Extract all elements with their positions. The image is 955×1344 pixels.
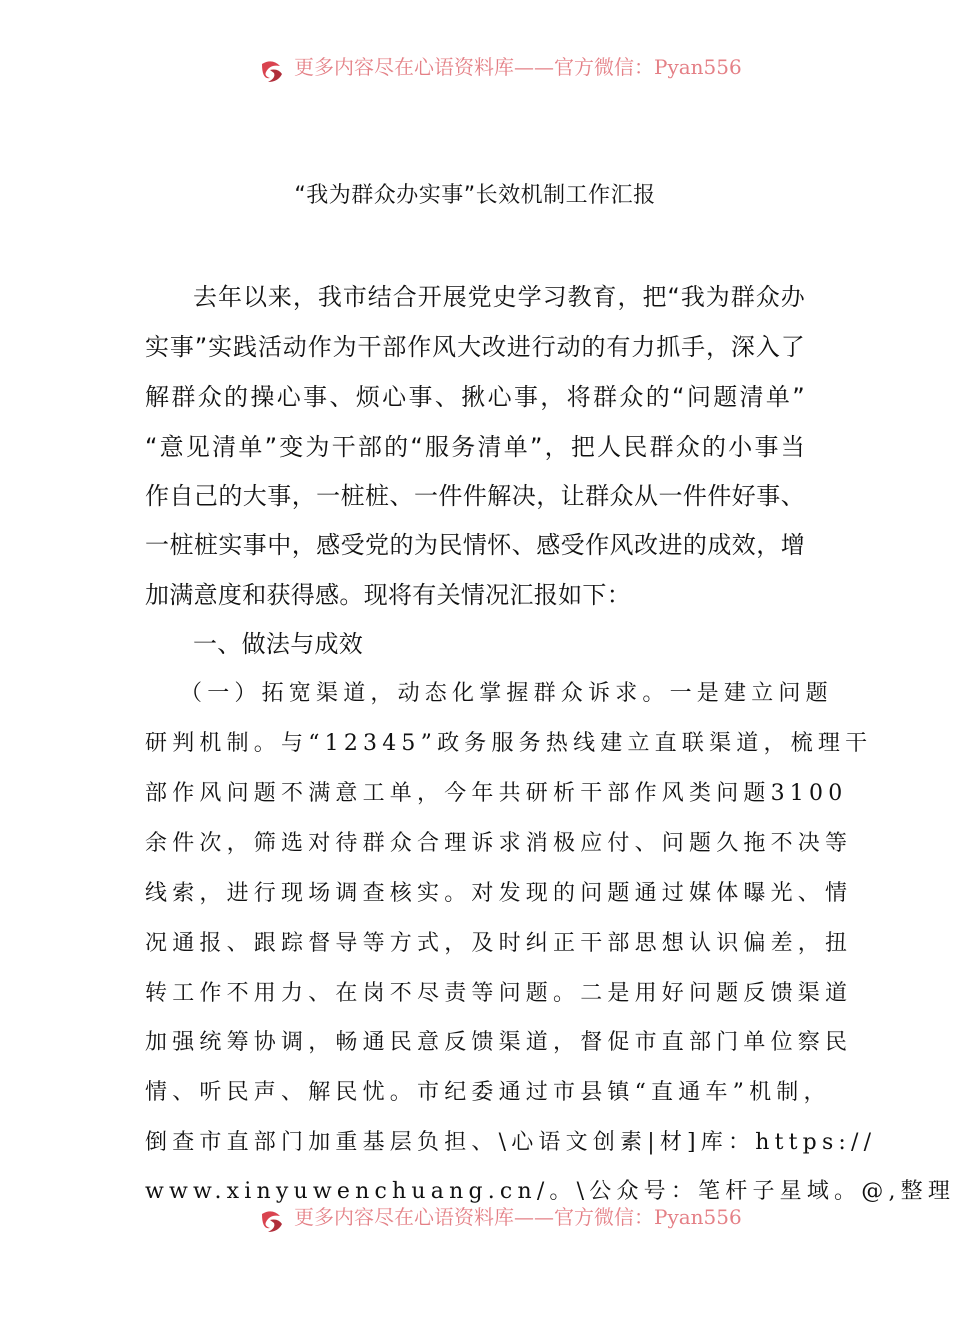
paragraph-line: 一桩桩实事中，感受党的为民情怀、感受作风改进的成效，增 — [145, 531, 805, 559]
paragraph-line: 加满意度和获得感。现将有关情况汇报如下： — [145, 581, 631, 609]
watermark-logo-icon — [258, 1208, 286, 1234]
document-title: “我为群众办实事”长效机制工作汇报 — [294, 183, 656, 208]
paragraph-line: 研判机制。与“12345”政务服务热线建立直联渠道，梳理干 — [145, 731, 873, 756]
paragraph-line: 倒查市直部门加重基层负担、\心语文创素|材]库：https:// — [145, 1130, 877, 1155]
paragraph-line: 转工作不用力、在岗不尽责等问题。二是用好问题反馈渠道 — [145, 981, 853, 1006]
watermark-footer — [258, 1204, 818, 1234]
watermark-header — [258, 54, 818, 84]
watermark-logo-icon — [258, 58, 286, 84]
watermark-text: 更多内容尽在心语资料库——官方微信：Pyan556 — [294, 54, 742, 79]
paragraph-line: “意见清单”变为干部的“服务清单”，把人民群众的小事当 — [145, 433, 805, 461]
paragraph-line: 去年以来，我市结合开展党史学习教育，把“我为群众办 — [193, 283, 805, 311]
paragraph-line: 情、听民声、解民忧。市纪委通过市县镇“直通车”机制， — [145, 1080, 831, 1105]
section-heading: 一、做法与成效 — [193, 630, 364, 658]
paragraph-line: 况通报、跟踪督导等方式，及时纠正干部思想认识偏差，扭 — [145, 931, 853, 956]
watermark-text: 更多内容尽在心语资料库——官方微信：Pyan556 — [294, 1204, 742, 1229]
paragraph-line: 解群众的操心事、烦心事、揪心事，将群众的“问题清单” — [145, 383, 805, 411]
paragraph-line: 加强统筹协调，畅通民意反馈渠道，督促市直部门单位察民 — [145, 1030, 853, 1055]
paragraph-line: 线索，进行现场调查核实。对发现的问题通过媒体曝光、情 — [145, 881, 853, 906]
paragraph-line: 余件次，筛选对待群众合理诉求消极应付、问题久拖不决等 — [145, 831, 853, 856]
paragraph-line: （一）拓宽渠道，动态化掌握群众诉求。一是建立问题 — [180, 681, 833, 706]
paragraph-line: 部作风问题不满意工单，今年共研析干部作风类问题3100 — [145, 781, 848, 806]
paragraph-line: 实事”实践活动作为干部作风大改进行动的有力抓手，深入了 — [145, 333, 805, 361]
paragraph-line: www.xinyuwenchuang.cn/。\公众号：笔杆子星域。@,整理 — [145, 1179, 955, 1204]
paragraph-line: 作自己的大事，一桩桩、一件件解决，让群众从一件件好事、 — [145, 482, 805, 510]
